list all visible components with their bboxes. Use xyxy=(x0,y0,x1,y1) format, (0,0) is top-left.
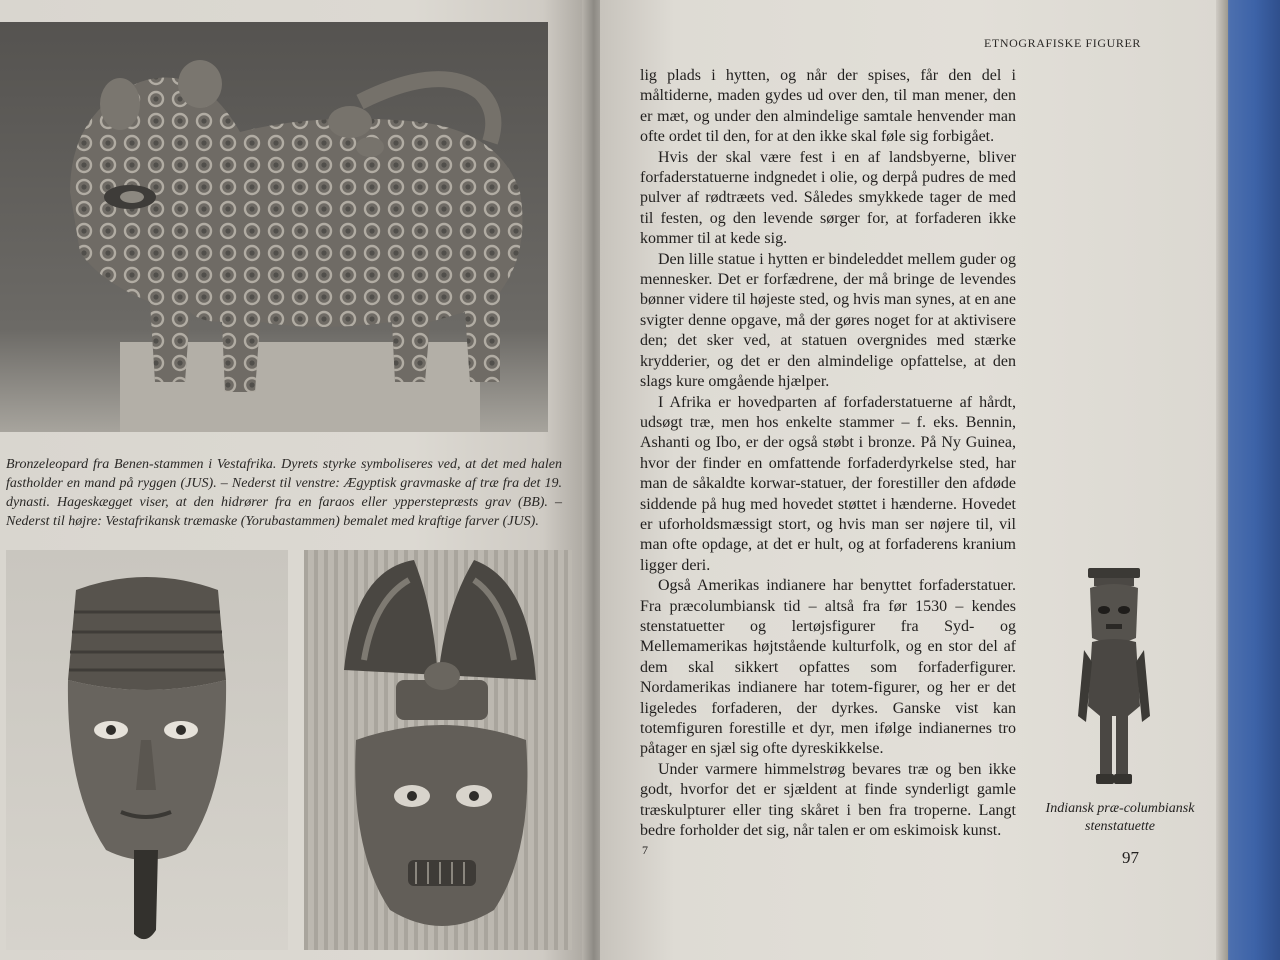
left-page xyxy=(0,0,590,960)
running-head: ETNOGRAFISKE FIGURER xyxy=(984,36,1142,50)
yoruba-mask-photo xyxy=(304,550,572,950)
paragraph: lig plads i hytten, og når der spises, får den del i måltiderne, maden gydes ud over den, til man mener, den er mæt, og under den almindelige samtale henvender man ofte ordet til den, for at den ikke skal føle sig forbigået. xyxy=(640,67,1016,146)
statuette-caption-line: stenstatuette xyxy=(1085,819,1155,834)
signature-mark: 7 xyxy=(642,843,648,857)
egyptian-mask-photo xyxy=(6,550,288,950)
leopard-photo xyxy=(0,22,548,432)
paragraph: Hvis der skal være fest i en af landsbyerne, bliver forfaderstatuerne indgnedet i olie, og derpå pudres de med pulver af rødtræets ved. Således smykkede tager de med til festen, og den levende sørger for, at forfaderen ikke kommer til at kede sig. xyxy=(640,148,1016,248)
body-text xyxy=(640,66,1016,841)
statuette-caption xyxy=(1030,800,1210,836)
page-number: 97 xyxy=(1122,848,1139,867)
paragraph: I Afrika er hovedparten af forfaderstatuerne af hårdt, udsøgt træ, men hos enkelte stammer – f. eks. Bennin, Ashanti og Ibo, er der også støbt i bronze. På Ny Guinea, hvor der finder en omfattende forfaderdyrkelse sted, har man de såkaldte korwar-statuer, der forestiller den afdøde siddende på hug med hovedet støttet i hænderne. Hovedet er uforholdsmæssigt stort, og hvis man ser nøjere til, vil man ofte opdage, at det er hult, og at forfaderens kranium ligger deri. xyxy=(640,393,1016,574)
paragraph: Under varmere himmelstrøg bevares træ og ben ikke godt, hvorfor det er sjældent at finde synderligt gamle træskulpturer eller ting skåret i ben fra troperne. Langt bedre forholder det sig, når talen er om eskimoisk kunst. xyxy=(640,760,1016,840)
paragraph: Også Amerikas indianere har benyttet forfaderstatuer. Fra præcolumbiansk tid – altså fra før 1530 – kendes stenstatuetter og lertøjsfigurer fra Syd- og Mellemamerikas højtstående kulturfolk, og en stor del af dem skal sikkert opfattes som forfaderfigurer. Nordamerikas indianere har totem-figurer, og her er det ligeledes forfaderen, der dyrkes. Ganske vist kan totemfiguren forestille et dyr, men ifølge indianernes tro påtager en sjæl sig ofte dyreskikkelse. xyxy=(640,577,1016,758)
paragraph: Den lille statue i hytten er bindeleddet mellem guder og mennesker. Det er forfædrene, der må bringe de levendes bønner videre til højeste sted, og hvis man synes, at en ane svigter denne opgave, må der gøres noget for at aktivisere den; det sker ved, at statuen overgnides med stærke krydderier, og det er den almindelige opfattelse, at den slags kure omgående hjælper. xyxy=(640,250,1016,391)
book-cover-edge xyxy=(1216,0,1280,960)
statuette-caption-line: Indiansk præ-columbiansk xyxy=(1045,801,1195,816)
figure-caption: Bronzeleopard fra Benen-stammen i Vestafrika. Dyrets styrke symboliseres ved, at det med halen fastholder en mand på ryggen (JUS). – Nederst til venstre: Ægyptisk gravmaske af træ fra det 19. dynasti. Hageskægget viser, at den hidrører fra en faraos eller ypperstepræsts grav (BB). – Nederst til højre: Vestafrikansk træmaske (Yorubastammen) bemalet med kraftige farver (JUS). xyxy=(6,457,562,529)
statuette-illustration xyxy=(1070,566,1158,788)
